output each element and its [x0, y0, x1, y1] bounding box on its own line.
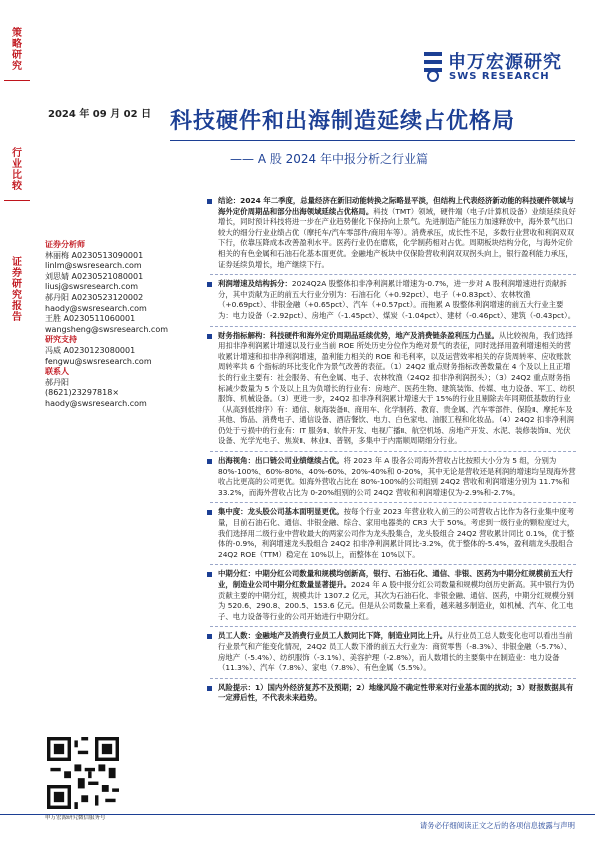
analysts-heading: 证券分析师: [45, 240, 85, 249]
bullet-icon: [207, 572, 212, 577]
page-title: 科技硬件和出海制造延续占优格局: [170, 109, 516, 134]
qr-caption: 申万宏源研究微信服务号: [45, 815, 106, 821]
analyst-column: [45, 240, 169, 410]
support-line[interactable]: fengwu@swsresearch.com: [45, 356, 152, 366]
paragraph-text: 按每个行业 2023 年营业收入前三的公司营收占比作为各行业集中度考量，目前石油石化、通信、非银金融、综合、家用电器类的 CR3 大于 50%。考虑到一级行业的颗粒度过大，我们选择用二级行业中营收最大的两家公司作为龙头股集合，龙头股组合 24Q2 营收累计同比 0.1%，优于整体的-0.9%，利润增速龙头股组合 24Q2 扣非净利润累计同比-3.2%，优于整体的-5.4%，盈利端龙头股组合 24Q2 ROE（TTM）稳定在 10%以上，而整体在 10%以下。: [218, 507, 575, 559]
analyst-line: 刘思婧 A0230521080001: [45, 271, 144, 281]
divider: [210, 564, 576, 565]
contact-heading: 联系人: [45, 367, 69, 377]
bullet-icon: [207, 334, 212, 339]
summary-paragraph: [210, 456, 576, 498]
paragraph-lead: 出海视角：出口链公司业绩继续占优。: [218, 456, 344, 466]
sidebar: [0, 0, 34, 841]
summary-paragraph: [210, 507, 576, 560]
bullet-icon: [207, 282, 212, 287]
divider: [210, 326, 576, 327]
contact-line: (8621)23297818×: [45, 388, 120, 398]
divider: [210, 678, 576, 679]
divider: [210, 502, 576, 503]
analyst-line: 郝丹阳 A0230523120002: [45, 292, 144, 302]
sidebar-tag-strategy: 策 略 研 究: [12, 28, 22, 72]
support-line: 冯威 A0230123080001: [45, 345, 136, 355]
sidebar-tag-industry: 行 业 比 较: [12, 148, 22, 192]
paragraph-lead: 集中度：龙头股公司基本面明显更优。: [218, 507, 344, 517]
divider: [210, 274, 576, 275]
page-subtitle: —— A 股 2024 年中报分析之行业篇: [230, 152, 429, 166]
bullet-icon: [207, 634, 212, 639]
divider: [210, 626, 576, 627]
paragraph-text: 从行业员工总人数变化也可以看出当前行业景气和产能变化情况，24Q2 员工人数下滑的前五大行业为：商贸零售（-8.3%）、非银金融（-5.7%）、房地产（-5.4%）、纺织服饰（-3.1%）、美容护理（-2.8%），而人数增长的主要集中在制造业：电力设备（11.3%）、汽车（7.8%）、家电（7.8%）、有色金属（5.5%）。: [218, 631, 573, 673]
paragraph-lead: 风险提示：1）国内外经济复苏不及预期；2）地缘风险不确定性带来对行业基本面的扰动；3）财报数据具有一定滞后性，不代表未来趋势。: [218, 682, 574, 703]
analyst-line[interactable]: haody@swsresearch.com: [45, 303, 147, 313]
paragraph-lead: 员工人数：金融地产及消费行业员工人数同比下降，制造业同比上升。: [218, 631, 448, 641]
sidebar-divider: [4, 80, 30, 81]
paragraph-lead: 结论：2024 年二季度，总量经济在新旧动能转换之际略显平淡，但结构上代表经济新动能的科技硬件领域与海外定价周期品和部分出海领域延续占优格局。: [218, 196, 574, 216]
summary-paragraph: [210, 331, 576, 448]
title-rule: [170, 140, 575, 141]
logo-text-cn: 申万宏源研究: [448, 52, 562, 73]
paragraph-lead: 中期分红：中期分红公司数量和规模均创新高，银行、石油石化、通信、非银、医药为中期分红规模前五大行业，制造业公司中期分红数量显著提升。: [218, 569, 573, 589]
logo-text-en: SWS RESEARCH: [449, 71, 550, 82]
analyst-line: 林丽梅 A0230513090001: [45, 250, 144, 260]
qr-code-icon: [47, 737, 119, 809]
analyst-line[interactable]: wangsheng@swsresearch.com: [45, 324, 169, 334]
contact-line[interactable]: haody@swsresearch.com: [45, 398, 147, 408]
report-date: 2024 年 09 月 02 日: [48, 109, 152, 120]
summary-paragraph: [210, 569, 576, 622]
analyst-line: 王胜 A0230511060001: [45, 314, 136, 324]
contact-line: 郝丹阳: [45, 377, 69, 387]
paragraph-lead: 财务指标解构：科技硬件和海外定价周期品延续优势，地产及消费链条盈利压力凸显。: [218, 330, 499, 340]
bullet-icon: [207, 459, 212, 464]
divider: [210, 451, 576, 452]
summary-paragraph: [210, 279, 576, 321]
risk-paragraph: [210, 683, 576, 704]
sidebar-tag-report: 证 券 研 究 报 告: [12, 257, 22, 323]
paragraph-text: 科技（TMT）领域，硬件端（电子/计算机设备）业绩延续良好增长，同时预计科技将进一步在产业趋势催化下保持向上景气。先进制造产能压力加速释放中，海外景气出口较大的细分行业业绩占优（摩托车/汽车零部件/商用车等）。消费承压，成长性不足，多数行业营收和利润双双下行，依靠压降成本改善盈利水平。医药行业仍在磨底，化学制药相对占优。周期板块结构分化，与海外定价相关的有色金属和石油石化基本面更优。金融地产板块中仅保险营收利润双双拐头向上，银行盈利能力承压，证券延续负增长，地产继续下行。: [218, 206, 576, 269]
summary-paragraph: [210, 631, 576, 673]
paragraph-text: 2024Q2A 股整体扣非净利润累计增速为-0.7%，进一步对 A 股利润增速进行贡献拆分，其中贡献为正的前五大行业分别为：石油石化（+0.92pct）、电子（+0.83pct）、农林牧渔（+0.69pct）、非银金融（+0.65pct）、汽车（+0.57pct）。而拖累 A 股整体利润增速的前五大行业主要为：电力设备（-2.92pct）、房地产（-1.45pct）、煤炭（-1.04pct）、建材（-0.46pct）、建筑（-0.43pct）。: [218, 279, 576, 320]
paragraph-text: 将 2023 年 A 股各公司海外营收占比按照大小分为 5 组，分别为 80%-100%、60%-80%、40%-60%、20%-40%和 0-20%，其中无论是营收还是利润的增速均呈现海外营收占比更高的公司更优。如海外营收占比在 80%-100%的公司组别 24Q2 营收和利润增速分别为 11.7%和 33.2%，而海外营收占比为 0-20%组别的公司 24Q2 营收和利润增速仅为-2.9%和-2.7%。: [218, 456, 576, 497]
paragraph-lead: 利润增速及结构拆分：: [218, 279, 292, 289]
support-heading: 研究支持: [45, 335, 77, 345]
analyst-line[interactable]: linlm@swsresearch.com: [45, 261, 142, 271]
bullet-icon: [207, 510, 212, 515]
sidebar-divider: [4, 200, 30, 201]
bullet-icon: [207, 686, 212, 691]
bullet-icon: [207, 199, 212, 204]
paragraph-text: 2024 年 A 股中报分红公司数量和规模均创历史新高。其中银行为仍贡献主要的中期分红，规模共计 1307.2 亿元，其次为石油石化、非银金融、通信、医药，中期分红规模分别为 520.6、290.8、200.5、153.6 亿元。但是从公司数量上来看，越来越多制造业，如机械、汽车、化工电子、电力设备等行业的公司开始进行中期分红。: [218, 580, 575, 621]
footer-rule: [0, 814, 595, 815]
summary-body: [210, 196, 576, 708]
summary-paragraph: [210, 196, 576, 270]
footer-disclaimer[interactable]: 请务必仔细阅读正文之后的各项信息披露与声明: [419, 821, 575, 830]
analyst-line[interactable]: liusj@swsresearch.com: [45, 282, 139, 292]
paragraph-text: 从比较视角，我们选择用扣非净利润累计增速以及行业当前 ROE 所处历史分位作为绝对景气的表征，同时选择用盈利增速相关的营收累计增速和扣非净利润增速，盈利能力相关的 ROE 和毛利率，以及运营效率相关的存货周转率、应收账款周转率共 6 个指标的环比变化作为景气改善的表征。（1）24Q2 重点财务指标改善数量在 4 个及以上且正增长的行业主要有：社会服务、有色金属、电子、农林牧渔（24Q2 扣非净利润拐头）；（3）24Q2 重点财务指标减少数量为 5 个及以上且为负增长的行业有：房地产、医药生物、建筑装饰、传媒、电力设备、军工、纺织服饰、机械设备。（3）更进一步，24Q2 扣非净利润累计增速大于 15%的行业且剔除去年同期低基数的行业（从高到低排序）有：通信、航海装备Ⅱ、商用车、化学制药、教育、贵金属、汽车零部件、保险Ⅱ、摩托车及其他、饰品、消费电子、通信设备、酒店餐饮、电力、白色家电、油服工程和化妆品。（4）24Q2 扣非净利润仍处于亏损中的行业有：IT 服务Ⅱ、软件开发、电视广播Ⅱ、航空机场、房地产开发、水泥、装修装饰Ⅱ、光伏设备、光学光电子、焦炭Ⅱ、林业Ⅱ、普钢，多集中于内需顺周期细分行业。: [218, 330, 575, 446]
